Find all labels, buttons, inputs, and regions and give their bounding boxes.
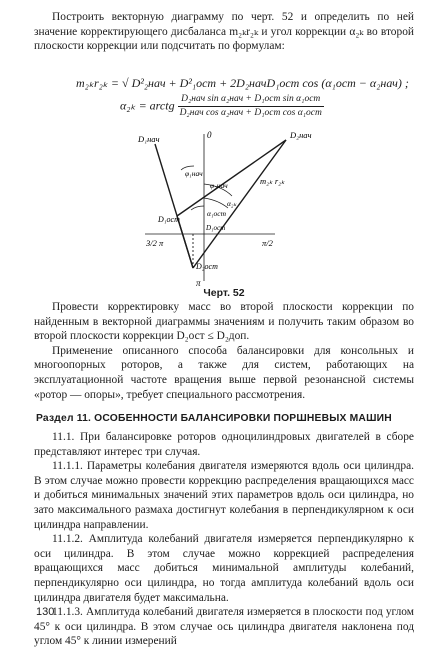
body-block-1 [34,300,414,402]
formula-m2k-rhs: √ D²₂нач + D²₁ост + 2D₂начD₁ост cos (α₁ост − α₂нач) ; [122,76,409,90]
vector-diagram [0,126,448,286]
paragraph-11-1-2: 11.1.2. Амплитуда колебаний двигателя измеряется перпендикулярно к оси цилиндра. В этом случае можно коррекцией распределения вращающихся масс добиться минимальной амплитуды колебаний, перпендикулярно оси цилиндра, но тогда амплитуда колебаний вдоль оси цилиндра двигателя будет максимальна. [34,533,414,604]
vector-d2nach [193,140,286,268]
label-phi2: φ₂нач [210,181,228,190]
formula-alpha2k-numerator: D₂нач sin α₂нач + D₁ост sin α₁ост [178,94,324,107]
label-d2nach: D₂нач [290,130,312,140]
figure-caption: Черт. 52 [203,287,245,299]
label-phi1: φ₁нач [185,169,203,178]
intro-paragraph: Построить векторную диаграмму по черт. 52 и определить по ней значение корректирующего дисбаланса m₂ₖr₂ₖ и угол коррекции α₂ₖ во второй плоскости коррекции или подсчитать по формулам: [34,11,414,53]
formula-alpha2k-denominator: D₂нач cos α₂нач + D₁ост cos α₁ост [179,108,322,118]
label-left-angle: 3/2 π [146,238,164,248]
body-block-2 [34,430,414,649]
paragraph-11-1-1: 11.1.1. Параметры колебания двигателя измеряются вдоль оси цилиндра. В этом случае можно провести коррекцию распределения вращающихся масс и добиться минимальных значений этих параметров вдоль оси цилиндра, но зато максимального размаха достигнут колебания в перпендикулярном к оси цилиндра направлении. [34,460,414,531]
formula-m2k [76,76,409,91]
formula-alpha2k-fraction [178,94,324,119]
formula-m2k-lhs: m₂ₖr₂ₖ = [76,76,122,90]
label-alpha2k: α₂ₖ [227,199,237,208]
section-heading: Раздел 11. ОСОБЕННОСТИ БАЛАНСИРОВКИ ПОРШНЕВЫХ МАШИН [36,413,392,424]
formula-alpha2k [120,94,324,119]
formula-alpha2k-lhs: α₂ₖ = arctg [120,98,175,113]
intro-block [34,10,414,54]
label-alpha1: α₁ост [207,209,227,218]
label-zero: 0 [207,130,212,140]
label-d2ost: D₂ост [196,262,218,271]
label-d1ost-left: D₁ост [158,215,180,224]
label-pi: π [196,278,201,286]
label-m2k: m₂ₖ r₂ₖ [260,176,285,186]
label-d1ost-mid: D₁ост [206,224,226,232]
paragraph-application: Применение описанного способа балансировки для консольных и многоопорных роторов, а также для систем, работающих на эксплуатационной частоте вращения выше первой резонансной системы «ротор — опоры», требует специального рассмотрения. [34,344,414,401]
paragraph-11-1-3: 11.1.3. Амплитуда колебаний двигателя измеряется в плоскости под углом 45° к оси цилиндра. В этом случае ось цилиндра двигателя наклонена под углом 45° к линии измерений [34,606,414,648]
arc-alpha1 [191,206,204,210]
paragraph-11-1: 11.1. При балансировке роторов одноцилиндровых двигателей в сборе представляют интерес три случая. [34,431,414,458]
paragraph-correction: Провести корректировку масс во второй плоскости коррекции по найденным в векторной диаграммы значениям и получить таким образом во второй плоскости коррекции D₂ост ≤ D₂доп. [34,301,414,343]
arc-alpha2k [204,198,228,208]
page-number: 130 [36,606,55,618]
label-d1nach: D₁нач [138,134,160,144]
label-right-angle: π/2 [262,238,273,248]
